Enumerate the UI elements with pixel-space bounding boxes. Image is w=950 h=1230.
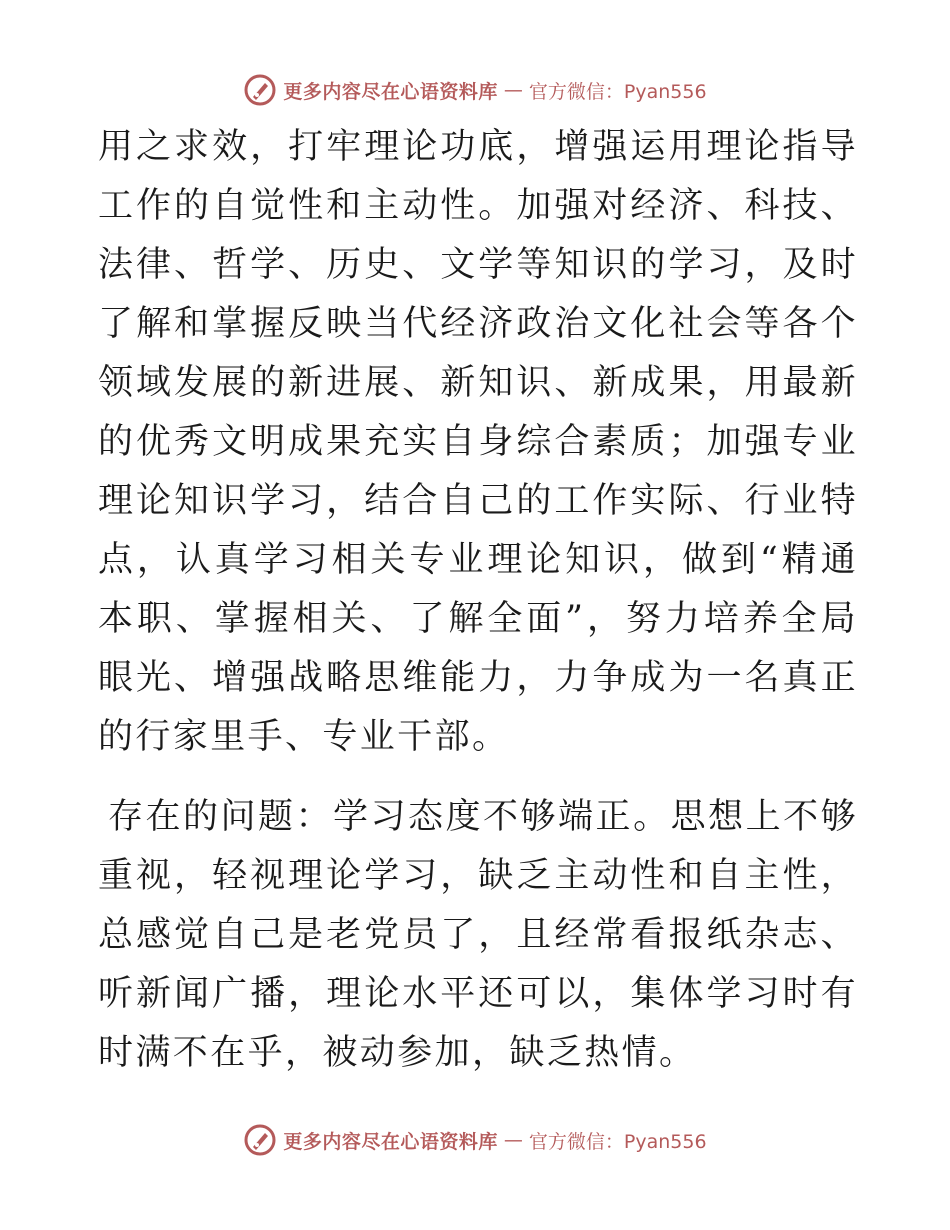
footer-banner [0, 1120, 950, 1160]
footer-banner-title: 更多内容尽在心语资料库 [283, 1130, 498, 1153]
pen-nib-circle-icon [243, 1123, 277, 1157]
footer-banner-wechat: 官方微信：Pyan556 [528, 1130, 707, 1153]
header-banner-title: 更多内容尽在心语资料库 [283, 80, 498, 103]
header-banner-separator: — [503, 79, 523, 101]
document-body [98, 118, 858, 1083]
pen-nib-circle-icon [243, 73, 277, 107]
footer-banner-separator: — [503, 1129, 523, 1151]
body-paragraph-1: 用之求效，打牢理论功底，增强运用理论指导工作的自觉性和主动性。加强对经济、科技、法律、哲学、历史、文学等知识的学习，及时了解和掌握反映当代经济政治文化社会等各个领域发展的新进展、新知识、新成果，用最新的优秀文明成果充实自身综合素质；加强专业理论知识学习，结合自己的工作实际、行业特点，认真学习相关专业理论知识，做到“精通本职、掌握相关、了解全面”，努力培养全局眼光、增强战略思维能力，力争成为一名真正的行家里手、专业干部。 [98, 127, 858, 757]
header-banner [0, 70, 950, 110]
body-paragraph-2: 存在的问题：学习态度不够端正。思想上不够重视，轻视理论学习，缺乏主动性和自主性，总感觉自己是老党员了，且经常看报纸杂志、听新闻广播，理论水平还可以，集体学习时有时满不在乎，被动参加，缺乏热情。 [98, 797, 858, 1073]
header-banner-wechat: 官方微信：Pyan556 [528, 80, 707, 103]
